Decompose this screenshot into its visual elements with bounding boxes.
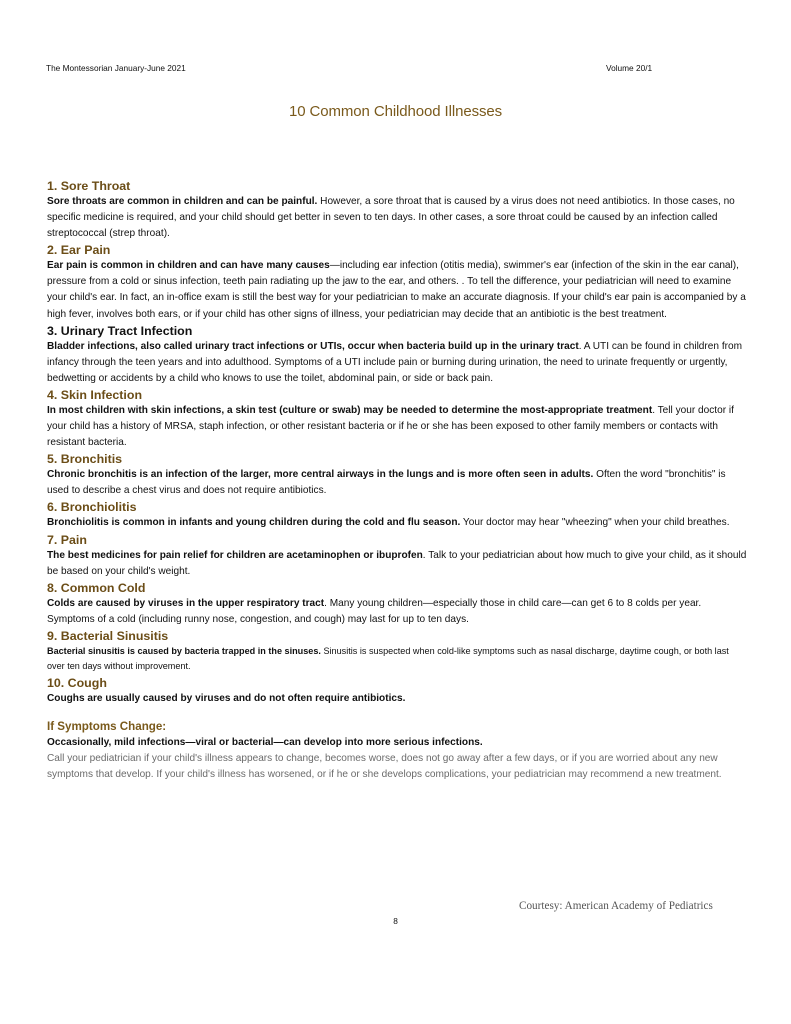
section-heading: 1. Sore Throat xyxy=(47,179,131,193)
section-body: Your doctor may hear "wheezing" when your child breathes. xyxy=(460,517,730,529)
section-heading: 7. Pain xyxy=(47,532,87,547)
section-body: . Talk to your pediatrician about how much to give your child, as it should be based on your child's weight. xyxy=(47,549,747,577)
section-lead: Sore throats are common in children and can be painful. xyxy=(47,196,318,207)
section-lead: The best medicines for pain relief for children are acetaminophen or ibuprofen xyxy=(47,549,423,561)
section-heading: 9. Bacterial Sinusitis xyxy=(47,628,169,643)
section-text xyxy=(47,258,747,322)
section-heading: 2. Ear Pain xyxy=(47,243,111,258)
section-sore-throat xyxy=(47,178,747,242)
section-lead: Colds are caused by viruses in the upper respiratory tract xyxy=(47,597,325,609)
section-bronchitis xyxy=(47,451,747,499)
section-lead: Chronic bronchitis is an infection of the larger, more central airways in the lungs and is more often seen in adults. xyxy=(47,469,594,481)
section-text xyxy=(47,403,747,451)
section-lead: Coughs are usually caused by viruses and do not often require antibiotics. xyxy=(47,692,406,704)
section-text xyxy=(47,515,747,531)
section-text xyxy=(47,467,747,499)
section-text xyxy=(47,194,747,242)
section-heading: 10. Cough xyxy=(47,675,107,690)
section-text xyxy=(47,691,747,707)
section-body: Often the word "bronchitis" is used to describe a chest virus and does not require antibiotics. xyxy=(47,469,726,497)
section-text xyxy=(47,596,747,628)
section-heading: 3. Urinary Tract Infection xyxy=(47,323,193,338)
section-body: —including ear infection (otitis media), swimmer's ear (infection of the skin in the ear canal), pressure from a cold or sinus infection, teeth pain radiating up the jaw to the ear, and others. . To tell the difference, your pediatrician will need to examine your child's ear. In fact, an in-office exam is still the best way for your pediatrician to make an accurate diagnosis. If your child's ear pain is accompanied by a high fever, involves both ears, or if your child has other signs of illness, your pediatrician may decide that an antibiotic is the best treatment. xyxy=(47,260,746,320)
page-number: 8 xyxy=(393,916,398,926)
section-heading: 8. Common Cold xyxy=(47,580,146,595)
section-body: . Tell your doctor if your child has a history of MRSA, staph infection, or other resistant bacteria or if he or she has been exposed to other family members or contacts with resistant bacteria. xyxy=(47,404,734,449)
header-volume: Volume 20/1 xyxy=(606,63,653,73)
section-pain xyxy=(47,532,747,580)
section-body: . A UTI can be found in children from infancy through the teen years and into adulthood. Symptoms of a UTI include pain or burning during urination, the need to urinate frequently or urgently, bedwetting or accidents by a child who knows to use the toilet, abdominal pain, or side or back pain. xyxy=(47,340,743,384)
section-body: . Many young children—especially those in child care—can get 6 to 8 colds per year. Symptoms of a cold (including runny nose, congestion, and cough) may last for up to ten days. xyxy=(47,597,702,625)
section-body: Sinusitis is suspected when cold-like symptoms such as nasal discharge, daytime cough, or both last over ten days without improvement. xyxy=(47,645,729,672)
section-skin-infection xyxy=(47,387,747,451)
section-lead: In most children with skin infections, a skin test (culture or swab) may be needed to determine the most-appropriate treatment xyxy=(47,404,653,416)
section-lead: Ear pain is common in children and can have many causes xyxy=(47,260,330,272)
courtesy-credit: Courtesy: American Academy of Pediatrics xyxy=(519,900,713,912)
symptoms-heading: If Symptoms Change: xyxy=(47,719,167,733)
section-heading: 6. Bronchiolitis xyxy=(47,500,137,515)
section-text xyxy=(47,644,747,675)
section-lead: Bacterial sinusitis is caused by bacteria trapped in the sinuses. xyxy=(47,645,321,656)
symptoms-lead-text: Occasionally, mild infections—viral or bacterial—can develop into more serious infections. xyxy=(47,736,483,748)
section-bronchiolitis xyxy=(47,499,747,531)
header-publication: The Montessorian January-June 2021 xyxy=(46,63,186,73)
section-lead: Bladder infections, also called urinary tract infections or UTIs, occur when bacteria build up in the urinary tract xyxy=(47,340,579,352)
section-heading: 4. Skin Infection xyxy=(47,387,143,402)
page-title: 10 Common Childhood Illnesses xyxy=(288,103,503,120)
section-lead: Bronchiolitis is common in infants and young children during the cold and flu season. xyxy=(47,517,461,529)
section-cough xyxy=(47,675,747,707)
spacer xyxy=(47,707,747,719)
section-heading: 5. Bronchitis xyxy=(47,452,123,467)
section-common-cold xyxy=(47,580,747,628)
symptoms-lead xyxy=(47,735,747,751)
symptoms-body: Call your pediatrician if your child's illness appears to change, becomes worse, does not go away after a few days, or if you are worried about any new symptoms that develop. If your child's illness has worsened, or if he or she develops complications, your pediatrician may recommend a new treatment. xyxy=(47,753,722,781)
section-urinary-tract-infection xyxy=(47,323,747,387)
section-text xyxy=(47,339,747,387)
article-body xyxy=(47,178,747,783)
section-ear-pain xyxy=(47,242,747,322)
section-if-symptoms-change xyxy=(47,719,747,783)
section-bacterial-sinusitis xyxy=(47,628,747,675)
section-text xyxy=(47,548,747,580)
section-body: However, a sore throat that is caused by a virus does not need antibiotics. In those cases, no specific medicine is required, and your child should get better in seven to ten days. In other cases, a sore throat could be caused by an infection called streptococcal (strep throat). xyxy=(47,196,735,240)
